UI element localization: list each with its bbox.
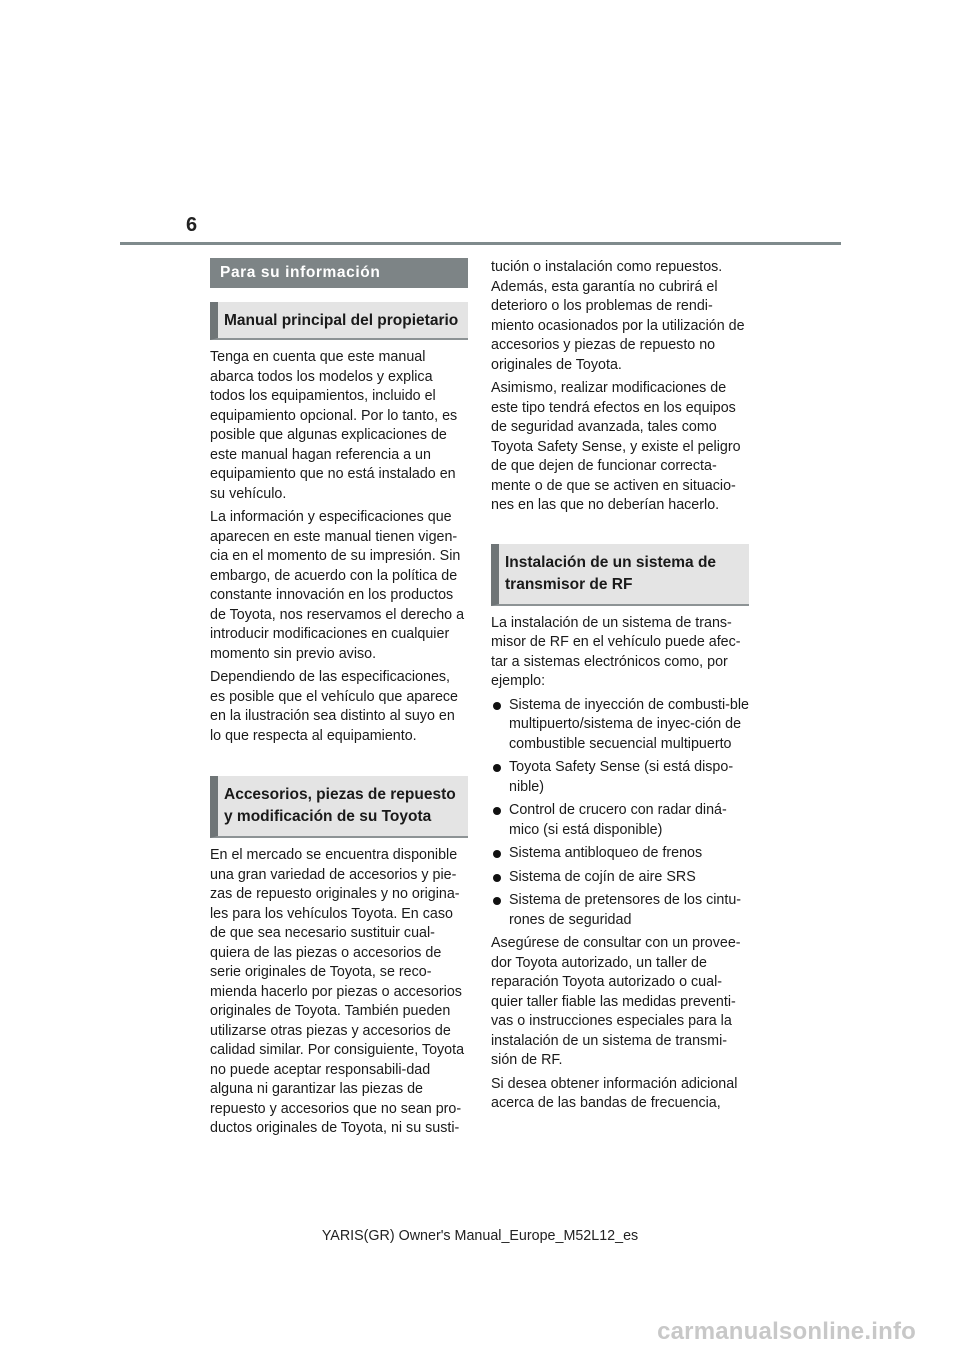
paragraph: La información y especificaciones que aparecen en este manual tienen vigen-cia en el momento de su impresión. Sin embargo, de acuerdo con la política de constante innovación en los productos de Toyota, nos reservamos el derecho a introducir modificaciones en cualquier momento sin previo aviso. <box>210 509 465 662</box>
header-divider <box>120 242 841 245</box>
bullet-icon <box>493 702 501 710</box>
paragraph: Asimismo, realizar modificaciones de este tipo tendrá efectos en los equipos de seguridad avanzada, tales como Toyota Safety Sense, y existe el peligro de que dejen de funcionar correcta-mente o de que se activen en situacio-nes en las que no deberían hacerlo. <box>491 380 741 513</box>
left-column <box>210 258 468 1143</box>
page-number: 6 <box>186 214 198 236</box>
paragraph: tución o instalación como repuestos. Además, esta garantía no cubrirá el deterioro o los problemas de rendi-miento ocasionados por la utilización de accesorios y piezas de repuesto no originales de Toyota. <box>491 259 745 373</box>
bullet-list <box>491 696 749 931</box>
paragraph: En el mercado se encuentra disponible una gran variedad de accesorios y pie-zas de repuesto originales y no origina-les para los vehículos Toyota. En caso de que sea necesario sustituir cual-quiera de las piezas o accesorios de serie originales de Toyota, se reco-mienda hacerlo por piezas o accesorios originales de Toyota. También pueden utilizarse otras piezas y accesorios de calidad similar. Por consiguiente, Toyota no puede aceptar responsabili-dad alguna ni garantizar las piezas de repuesto y accesorios que no sean pro-ductos originales de Toyota, ni su susti- <box>210 847 465 1136</box>
paragraph: Dependiendo de las especificaciones, es posible que el vehículo que aparece en la ilustración sea distinto al suyo en lo que respecta al equipamiento. <box>210 669 458 744</box>
bullet-icon <box>493 850 501 858</box>
chapter-banner: Para su información <box>210 258 468 288</box>
list-item: Toyota Safety Sense (si está dispo-nible) <box>491 758 749 797</box>
bullet-icon <box>493 874 501 882</box>
section-heading-manual: Manual principal del propietario <box>210 302 468 340</box>
watermark: carmanualsonline.info <box>657 1318 916 1345</box>
list-item: Sistema de cojín de aire SRS <box>491 868 749 888</box>
bullet-icon <box>493 764 501 772</box>
paragraph: La instalación de un sistema de trans-misor de RF en el vehículo puede afec-tar a sistemas electrónicos como, por ejemplo: <box>491 614 741 689</box>
section-heading-rf-transmitter: Instalación de un sistema de transmisor de RF <box>491 544 749 606</box>
paragraph: Asegúrese de consultar con un provee-dor Toyota autorizado, un taller de reparación Toyota autorizado o cual-quier taller fiable las medidas preventi-vas o instrucciones especiales para la instalación de un sistema de transmi-sión de RF. <box>491 935 741 1068</box>
section-heading-accessories: Accesorios, piezas de repuesto y modificación de su Toyota <box>210 776 468 838</box>
list-item: Sistema antibloqueo de frenos <box>491 844 749 864</box>
footer-manual-title: YARIS(GR) Owner's Manual_Europe_M52L12_es <box>321 1228 639 1244</box>
list-item: Sistema de pretensores de los cintu-rones de seguridad <box>491 891 749 930</box>
paragraph: Tenga en cuenta que este manual abarca todos los modelos y explica todos los equipamientos, incluido el equipamiento opcional. Por lo tanto, es posible que algunas explicaciones de este manual hagan referencia a un equipamiento que no está instalado en su vehículo. <box>210 349 458 502</box>
list-item: Sistema de inyección de combusti-ble multipuerto/sistema de inyec-ción de combustible secuencial multipuerto <box>491 696 749 755</box>
bullet-icon <box>493 897 501 905</box>
right-column <box>491 258 749 1118</box>
bullet-icon <box>493 807 501 815</box>
paragraph: Si desea obtener información adicional acerca de las bandas de frecuencia, <box>491 1075 738 1111</box>
list-item: Control de crucero con radar diná-mico (si está disponible) <box>491 801 749 840</box>
